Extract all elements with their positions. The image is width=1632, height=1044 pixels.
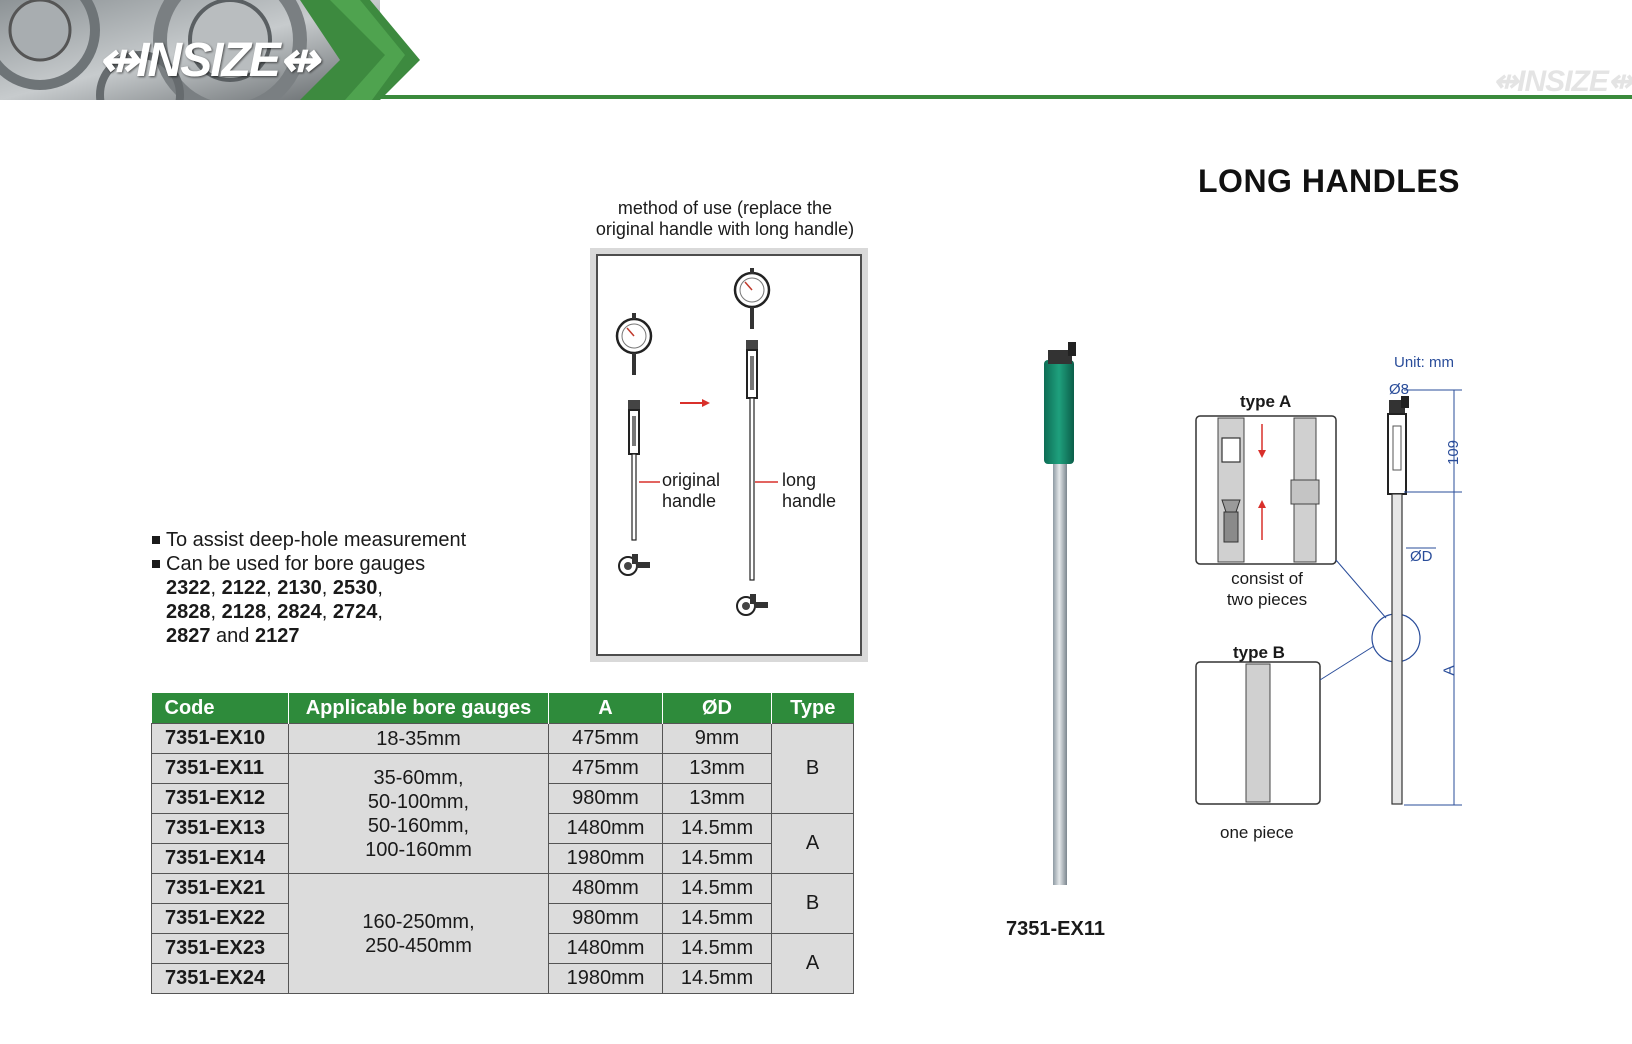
dim-od-label: ØD [1410,548,1433,565]
type-cell: B [772,874,854,934]
type-a-detail [1196,416,1336,564]
code-cell: 7351-EX12 [152,784,289,814]
page-title: LONG HANDLES [1198,163,1460,199]
original-handle-icon [628,400,640,540]
type-b-note: one piece [1220,823,1294,842]
gauge-range: 35-60mm, [373,766,464,789]
callout-text: handle [662,491,717,511]
dial-indicator-icon [735,268,769,329]
model-list-line [150,624,550,648]
table-row [152,754,854,784]
length-cell: 475mm [549,754,663,784]
column-header: Code [152,693,289,724]
model-number: 2724 [332,601,378,623]
code-cell: 7351-EX11 [152,754,289,784]
length-cell: 480mm [549,874,663,904]
type-a-note [1212,568,1322,610]
usage-illustration [598,256,848,642]
diameter-cell: 13mm [663,754,772,784]
gauges-cell [289,874,549,994]
type-cell: B [772,724,854,814]
column-header: ØD [663,693,772,724]
measuring-head-icon [737,594,768,615]
code-cell: 7351-EX13 [152,814,289,844]
diameter-cell: 14.5mm [663,964,772,994]
table-row [152,724,854,754]
replace-arrow-icon [680,399,710,407]
model-number: 2322 [166,577,211,599]
callout-text: long [782,470,817,490]
code-cell: 7351-EX21 [152,874,289,904]
dim-d8-label: Ø8 [1389,381,1410,398]
gauge-range: 50-160mm, [367,814,470,837]
measuring-head-icon [619,554,650,575]
brand-logo: ⇹INSIZE⇹ [98,34,318,87]
dim-109-label: 109 [1445,439,1463,466]
model-number: 2530 [332,577,378,599]
note-line: two pieces [1226,590,1308,609]
feature-item: Can be used for bore gauges [150,552,550,576]
gauge-range: 250-450mm [365,934,472,957]
column-header: Type [772,693,854,724]
model-list-line: 2828, 2128, 2824, 2724, [166,601,383,623]
clamp-knob-icon [1068,342,1076,356]
unit-label: Unit: mm [1394,354,1454,371]
type-cell: A [772,814,854,874]
product-code: 7351-EX11 [1006,918,1105,940]
code-cell: 7351-EX14 [152,844,289,874]
code-cell: 7351-EX10 [152,724,289,754]
table-row [152,874,854,904]
length-cell: 1480mm [549,814,663,844]
handle-rod [1053,460,1067,885]
diameter-cell: 13mm [663,784,772,814]
table-header-row [152,693,854,724]
model-number: 2127 [254,625,300,647]
column-header: A [549,693,663,724]
gauges-cell: 18-35mm [289,724,549,754]
callout-text: original [662,470,721,490]
conjunction: and [210,625,255,647]
long-handle-drawing [1388,396,1409,804]
usage-caption-line: method of use (replace the [617,198,833,218]
diameter-cell: 14.5mm [663,844,772,874]
gauge-range: 160-250mm, [362,910,475,933]
type-cell: A [772,934,854,994]
callout-text: handle [782,491,837,511]
diameter-cell: 14.5mm [663,934,772,964]
dim-a-label: A [1440,665,1458,676]
diameter-cell: 14.5mm [663,874,772,904]
length-cell: 980mm [549,784,663,814]
code-cell: 7351-EX24 [152,964,289,994]
dial-indicator-icon [617,313,651,375]
gauge-range: 100-160mm [365,838,472,861]
length-cell: 1480mm [549,934,663,964]
long-handle-label [782,470,836,512]
model-number: 2128 [221,601,267,623]
long-handle-icon [746,340,758,580]
leader-line [1336,560,1386,618]
corner-logo: ⇹INSIZE⇹ [1493,65,1632,98]
spec-table [151,693,854,994]
code-cell: 7351-EX23 [152,934,289,964]
model-list-line: 2322, 2122, 2130, 2530, [166,577,383,599]
usage-caption [580,198,870,240]
product-photo [1030,340,1090,890]
model-number: 2828 [166,601,211,623]
usage-diagram [590,248,868,662]
feature-item: To assist deep-hole measurement [150,528,550,552]
diameter-cell: 9mm [663,724,772,754]
gauges-cell [289,754,549,874]
length-cell: 1980mm [549,844,663,874]
type-b-detail [1196,662,1320,804]
type-b-label: type B [1233,643,1285,662]
code-cell: 7351-EX22 [152,904,289,934]
gauge-range: 50-100mm, [367,790,470,813]
diameter-cell: 14.5mm [663,904,772,934]
type-a-label: type A [1240,392,1292,411]
leader-line [1320,646,1374,680]
note-line: consist of [1231,569,1303,588]
handle-grip [1044,360,1074,464]
model-number: 2827 [166,625,211,647]
diameter-cell: 14.5mm [663,814,772,844]
length-cell: 475mm [549,724,663,754]
length-cell: 980mm [549,904,663,934]
usage-diagram-frame [596,254,862,656]
model-number: 2122 [221,577,267,599]
model-number: 2130 [277,577,322,599]
column-header: Applicable bore gauges [289,693,549,724]
length-cell: 1980mm [549,964,663,994]
header-rule [380,95,1632,99]
feature-list [150,528,550,648]
usage-caption-line: original handle with long handle) [595,219,855,239]
model-number: 2824 [277,601,322,623]
original-handle-label [662,470,720,512]
